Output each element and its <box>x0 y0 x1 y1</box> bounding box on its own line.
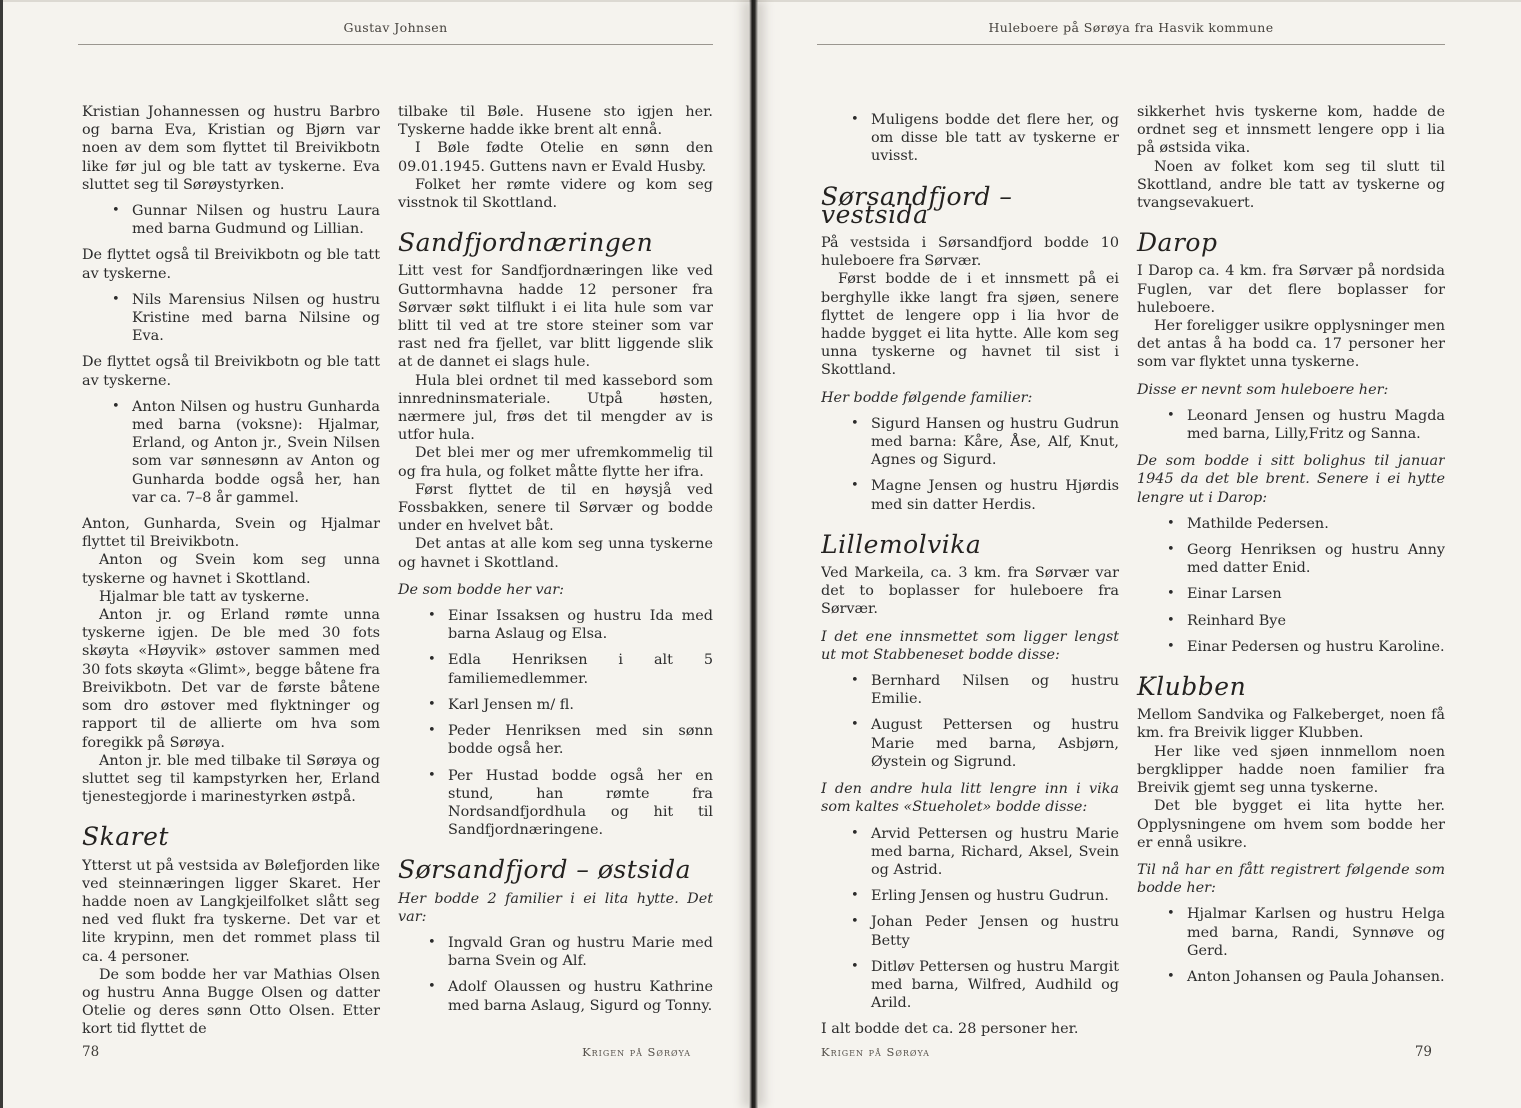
bullet-icon: • <box>112 398 120 414</box>
bullet-item <box>851 716 1119 771</box>
paragraph: De flyttet også til Breivikbotn og ble tatt av tyskerne. <box>82 247 380 282</box>
bullet-icon: • <box>428 652 436 668</box>
bullet-icon: • <box>1167 515 1175 531</box>
bullet-text: Hjalmar Karlsen og hustru Helga med barna, Randi, Synnøve og Gerd. <box>1187 906 1445 959</box>
bullet-text: Sigurd Hansen og hustru Gudrun med barna: Kåre, Åse, Alf, Knut, Agnes og Sigurd. <box>871 415 1119 469</box>
book-title-footer: Krigen på Sørøya <box>582 1045 691 1059</box>
bullet-icon: • <box>851 415 859 431</box>
paragraph: De som bodde her var Mathias Olsen og hustru Anna Bugge Olsen og datter Otelie og deres sønn Otto Olsen. Etter kort tid flyttet de <box>82 966 380 1038</box>
right-page-footer <box>821 1044 1445 1060</box>
bullet-icon: • <box>1167 542 1175 558</box>
bullet-icon: • <box>428 696 436 712</box>
bullet-text: August Pettersen og hustru Marie med barna, Asbjørn, Øystein og Sigrund. <box>871 717 1119 770</box>
paragraph: Litt vest for Sandfjordnæringen like ved Guttormhavna hadde 12 personer fra Sørvær søkt tilflukt i ei lita hule som var blitt til ved at tre store steiner som var rast ned fra fjellet, var blitt liggende slik at de dannet ei slags hule. <box>398 263 713 371</box>
bullet-icon: • <box>112 291 120 307</box>
italic-lead-in: I den andre hula litt lengre inn i vika som kaltes «Stueholet» bodde disse: <box>821 781 1119 816</box>
bullet-text: Leonard Jensen og hustru Magda med barna, Lilly,Fritz og Sanna. <box>1187 407 1445 443</box>
bullet-item <box>1167 541 1445 577</box>
bullet-text: Per Hustad bodde også her en stund, han rømte fra Nordsandfjordhula og hit til Sandfjordnæringene. <box>448 767 713 839</box>
paragraph: På vestsida i Sørsandfjord bodde 10 huleboere fra Sørvær. <box>821 235 1119 270</box>
bullet-text: Einar Issaksen og hustru Ida med barna Aslaug og Elsa. <box>448 608 713 643</box>
bullet-text: Karl Jensen m/ fl. <box>448 696 574 713</box>
paragraph: I Darop ca. 4 km. fra Sørvær på nordsida Fuglen, var det flere boplasser for huleboere. <box>1137 263 1445 316</box>
bullet-icon: • <box>851 112 859 127</box>
bullet-icon: • <box>851 958 859 974</box>
bullet-text: Adolf Olaussen og hustru Kathrine med barna Aslaug, Sigurd og Tonny. <box>448 979 713 1014</box>
running-header-right-text: Huleboere på Sørøya fra Hasvik kommune <box>988 20 1274 35</box>
bullet-text: Bernhard Nilsen og hustru Emilie. <box>871 673 1119 708</box>
paragraph: Ytterst ut på vestsida av Bølefjorden like ved steinnæringen ligger Skaret. Her hadde noen av Langkjeilfolket slått seg ned ved flukt fra tyskerne. Det var et lite krypinn, men det rommet plass til ca. 4 personer. <box>82 857 380 965</box>
bullet-item <box>428 696 713 714</box>
paragraph: Anton og Svein kom seg unna tyskerne og havnet i Skottland. <box>82 552 380 587</box>
running-header-right <box>817 20 1445 45</box>
bullet-icon: • <box>1167 586 1175 602</box>
page-number: 79 <box>1414 1044 1432 1060</box>
section-heading: Sandfjordnæringen <box>398 228 654 258</box>
paragraph: Mellom Sandvika og Falkeberget, noen få km. fra Breivik ligger Klubben. <box>1137 707 1445 742</box>
section-heading: Darop <box>1137 228 1218 258</box>
bullet-text: Edla Henriksen i alt 5 familiemedlemmer. <box>448 652 713 687</box>
paragraph: Her like ved sjøen innmellom noen bergklipper hadde noen familier fra Breivik gjemt seg unna tyskerne. <box>1137 743 1445 797</box>
book-gutter <box>749 0 758 1108</box>
paragraph: tilbake til Bøle. Husene sto igjen her. Tyskerne hadde ikke brent alt ennå. <box>398 104 713 139</box>
page-right <box>817 0 1445 1108</box>
bullet-icon: • <box>112 203 120 219</box>
bullet-item <box>1167 612 1445 630</box>
book-title-footer: Krigen på Sørøya <box>821 1045 930 1059</box>
bullet-text: Einar Larsen <box>1187 586 1282 603</box>
running-header-left <box>78 20 713 45</box>
bullet-text: Ditløv Pettersen og hustru Margit med barna, Wilfred, Audhild og Arild. <box>871 958 1119 1012</box>
bullet-text: Anton Nilsen og hustru Gunharda med barna (voksne): Hjalmar, Erland, og Anton jr., Svein Nilsen som var sønnesønn av Anton og Gunharda bodde også her, han var ca. 7–8 år gammel. <box>132 398 380 506</box>
bullet-icon: • <box>851 717 859 733</box>
paragraph: De flyttet også til Breivikbotn og ble tatt av tyskerne. <box>82 354 380 389</box>
paragraph: Anton, Gunharda, Svein og Hjalmar flyttet til Breivikbotn. <box>82 516 380 551</box>
paragraph: I alt bodde det ca. 28 personer her. <box>821 1021 1079 1038</box>
bullet-icon: • <box>851 478 859 494</box>
bullet-icon: • <box>1167 612 1175 628</box>
bullet-icon: • <box>428 767 436 783</box>
bullet-text: Johan Peder Jensen og hustru Betty <box>871 914 1119 949</box>
bullet-text: Erling Jensen og hustru Gudrun. <box>871 888 1109 905</box>
paragraph: Hula blei ordnet til med kassebord som innredninsmateriale. Utpå høsten, nærmere jul, frøs det til mengder av is utfor hula. <box>398 372 713 444</box>
bullet-item <box>112 398 380 507</box>
italic-lead-in: I det ene innsmettet som ligger lengst ut mot Stabbeneset bodde disse: <box>821 628 1119 663</box>
section-heading: Skaret <box>82 822 169 852</box>
bullet-item <box>1167 515 1445 533</box>
bullet-item <box>112 291 380 346</box>
bullet-item <box>1167 585 1445 603</box>
bullet-text: Georg Henriksen og hustru Anny med datter Enid. <box>1187 542 1445 577</box>
bullet-item <box>851 825 1119 880</box>
italic-lead-in: Her bodde følgende familier: <box>821 389 1033 406</box>
italic-lead-in: Her bodde 2 familier i ei lita hytte. Det var: <box>398 890 713 925</box>
italic-lead-in: Til nå har en fått registrert følgende som bodde her: <box>1137 861 1445 897</box>
bullet-item <box>1167 905 1445 960</box>
running-header-left-text: Gustav Johnsen <box>343 20 448 35</box>
bullet-text: Arvid Pettersen og hustru Marie med barna, Richard, Aksel, Svein og Astrid. <box>871 825 1119 878</box>
bullet-item <box>428 978 713 1014</box>
bullet-item <box>428 607 713 643</box>
bullet-icon: • <box>428 979 436 995</box>
section-heading: Klubben <box>1137 672 1247 702</box>
bullet-item <box>112 202 380 238</box>
paragraph: Her foreligger usikre opplysninger men det antas å ha bodd ca. 17 personer her som var flyktet unna tyskerne. <box>1137 318 1445 371</box>
bullet-text: Muligens bodde det flere her, og om disse ble tatt av tyskerne er uvisst. <box>871 112 1119 165</box>
paragraph: Folket her rømte videre og kom seg visstnok til Skottland. <box>398 176 713 212</box>
bullet-text: Gunnar Nilsen og hustru Laura med barna Gudmund og Lillian. <box>132 203 380 238</box>
paragraph: I Bøle fødte Otelie en sønn den 09.01.1945. Guttens navn er Evald Husby. <box>398 140 713 175</box>
section-heading: Sørsandfjord – vestsida <box>821 181 1013 229</box>
page-left <box>78 0 713 1108</box>
left-page-footer <box>82 1044 713 1060</box>
paragraph: Kristian Johannessen og hustru Barbro og barna Eva, Kristian og Bjørn var noen av dem som flyttet til Breivikbotn like før jul og ble tatt av tyskerne. Eva sluttet seg til Sørøystyrken. <box>82 104 380 193</box>
bullet-icon: • <box>428 608 436 624</box>
bullet-text: Peder Henriksen med sin sønn bodde også her. <box>448 723 713 758</box>
paragraph: Anton jr. ble med tilbake til Sørøya og sluttet seg til kampstyrken her, Erland tjenestegjorde i marinestyrken østpå. <box>82 752 380 806</box>
bullet-text: Reinhard Bye <box>1187 612 1286 629</box>
scan-edge-left <box>0 0 3 1108</box>
bullet-item <box>851 111 1119 166</box>
bullet-item <box>851 672 1119 708</box>
bullet-item <box>428 651 713 687</box>
left-page-columns <box>82 103 713 1041</box>
bullet-text: Mathilde Pedersen. <box>1187 515 1329 532</box>
italic-lead-in: Disse er nevnt som huleboere her: <box>1137 381 1389 398</box>
italic-lead-in: De som bodde i sitt bolighus til januar 1945 da det ble brent. Senere i ei hytte lengre ut i Darop: <box>1137 453 1445 506</box>
paragraph: Først bodde de i et innsmett på ei berghylle ikke langt fra sjøen, senere flyttet de lengere opp i lia hvor de hadde bygget ei lita hytte. Alle kom seg unna tyskerne og havnet til sist i Skottland. <box>821 271 1119 379</box>
paragraph: Anton jr. og Erland rømte unna tyskerne igjen. De ble med 30 fots skøyta «Høyvik» østover sammen med 30 fots skøyta «Glimt», begge båtene fra Breivikbotn. Det var de første båtene som dro østover med flyktninger og rapport til de allierte om hva som foregikk på Sørøya. <box>82 607 380 751</box>
bullet-item <box>1167 968 1445 986</box>
bullet-item <box>1167 638 1445 656</box>
bullet-icon: • <box>428 934 436 950</box>
paragraph: sikkerhet hvis tyskerne kom, hadde de ordnet seg et innsmett lengere opp i lia på østsida vika. <box>1137 104 1445 157</box>
page-number: 78 <box>82 1044 100 1060</box>
paragraph: Noen av folket kom seg til slutt til Skottland, andre ble tatt av tyskerne og tvangsevakuert. <box>1137 158 1445 212</box>
left-page-column-1 <box>82 103 380 1041</box>
paragraph: Det blei mer og mer ufremkommelig til og fra hula, og folket måtte flytte her ifra. <box>398 445 713 480</box>
bullet-item <box>1167 407 1445 443</box>
italic-lead-in: De som bodde her var: <box>398 581 564 598</box>
bullet-item <box>851 958 1119 1013</box>
paragraph: Hjalmar ble tatt av tyskerne. <box>99 588 310 605</box>
paragraph: Ved Markeila, ca. 3 km. fra Sørvær var det to boplasser for huleboere fra Sørvær. <box>821 565 1119 618</box>
bullet-icon: • <box>851 673 859 689</box>
bullet-text: Ingvald Gran og hustru Marie med barna Svein og Alf. <box>448 934 713 970</box>
bullet-icon: • <box>1167 906 1175 922</box>
bullet-item <box>851 415 1119 470</box>
bullet-text: Anton Johansen og Paula Johansen. <box>1187 968 1445 985</box>
paragraph: Det antas at alle kom seg unna tyskerne og havnet i Skottland. <box>398 536 713 571</box>
bullet-text: Einar Pedersen og hustru Karoline. <box>1187 638 1445 655</box>
bullet-icon: • <box>851 825 859 841</box>
bullet-item <box>851 913 1119 949</box>
bullet-item <box>851 887 1119 905</box>
bullet-icon: • <box>428 723 436 739</box>
right-page-column-2 <box>1137 103 1445 1041</box>
bullet-text: Magne Jensen og hustru Hjørdis med sin datter Herdis. <box>871 478 1119 513</box>
bullet-item <box>428 767 713 840</box>
section-heading: Sørsandfjord – østsida <box>398 855 692 885</box>
paragraph: Det ble bygget ei lita hytte her. Opplysningene om hvem som bodde her er ennå usikre. <box>1137 798 1445 851</box>
bullet-item <box>428 722 713 758</box>
paragraph: Først flyttet de til en høysjå ved Fossbakken, senere til Sørvær og bodde under en hvelvet båt. <box>398 481 713 535</box>
bullet-icon: • <box>1167 407 1175 423</box>
bullet-icon: • <box>1167 968 1175 984</box>
section-heading: Lillemolvika <box>821 529 982 559</box>
left-page-column-2 <box>398 103 713 1041</box>
bullet-icon: • <box>1167 638 1175 654</box>
right-page-column-1 <box>821 103 1119 1041</box>
bullet-text: Nils Marensius Nilsen og hustru Kristine med barna Nilsine og Eva. <box>132 291 380 345</box>
right-page-columns <box>821 103 1445 1041</box>
bullet-icon: • <box>851 914 859 930</box>
bullet-item <box>851 477 1119 513</box>
bullet-icon: • <box>851 888 859 904</box>
bullet-item <box>428 934 713 970</box>
